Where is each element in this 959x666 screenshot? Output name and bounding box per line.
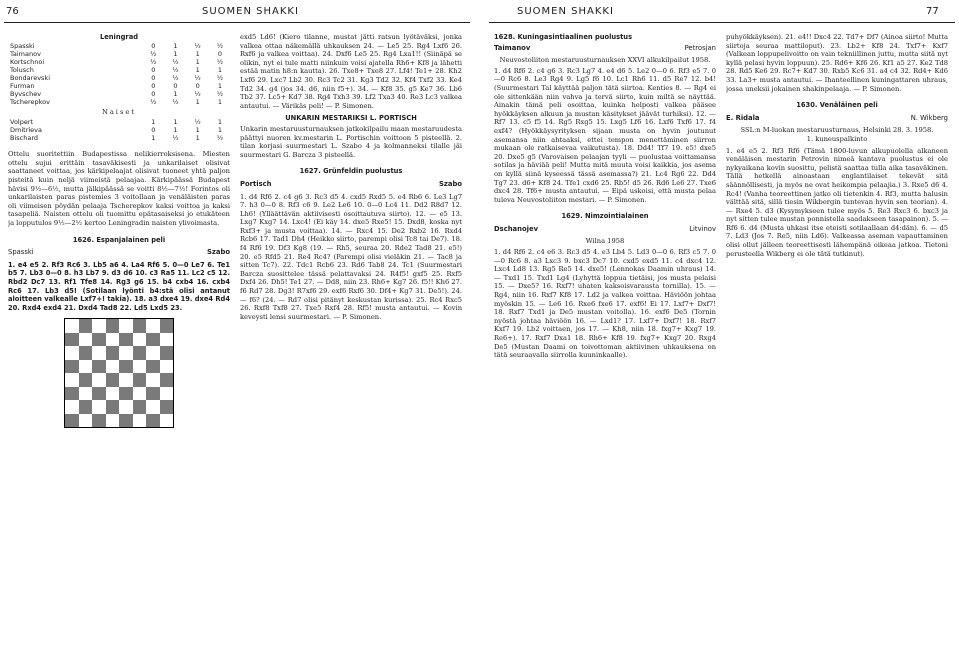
- game-1627-title: 1627. Grünfeldin puolustus: [299, 167, 403, 176]
- score-cell: 1: [195, 49, 200, 58]
- board-square: [106, 360, 120, 374]
- game-1627-players: [240, 180, 462, 189]
- player-name: Volpert: [10, 118, 34, 127]
- board-square: [160, 414, 174, 428]
- score-cell: 1: [217, 65, 222, 74]
- crosstable-row: [8, 50, 230, 58]
- board-square: [133, 346, 147, 360]
- game-1630-round: 1. kuneuspalkinto: [806, 134, 868, 143]
- player-name: Bischard: [10, 134, 39, 143]
- score-cell: 1: [217, 97, 222, 106]
- board-square: [146, 319, 160, 333]
- board-square: [92, 360, 106, 374]
- crosstable-row: [8, 98, 230, 106]
- white-player: Portisch: [240, 179, 272, 188]
- board-square: [92, 400, 106, 414]
- score-cell: 1: [195, 57, 200, 66]
- player-name: Kortschnoi: [10, 57, 45, 66]
- score-cell: ½: [216, 89, 224, 98]
- board-square: [65, 400, 79, 414]
- board-square: [106, 373, 120, 387]
- board-square: [92, 346, 106, 360]
- board-square: [146, 414, 160, 428]
- board-square: [146, 400, 160, 414]
- game-1628-players: [494, 44, 716, 53]
- board-square: [79, 373, 93, 387]
- crosstable-row: [8, 126, 230, 134]
- left-running-title: SUOMEN SHAKKI: [202, 6, 299, 17]
- score-cell: 0: [151, 89, 156, 98]
- game-1630-title: 1630. Venäläinen peli: [796, 101, 878, 110]
- score-cell: 0: [151, 73, 156, 82]
- board-square: [119, 346, 133, 360]
- portisch-heading: UNKARIN MESTARIKSI L. PORTISCH: [285, 114, 417, 123]
- board-square: [65, 414, 79, 428]
- score-cell: 1: [173, 49, 178, 58]
- score-cell: 1: [195, 65, 200, 74]
- score-cell: 0: [173, 81, 178, 90]
- score-cell: ½: [150, 97, 157, 106]
- board-square: [92, 414, 106, 428]
- board-square: [65, 333, 79, 347]
- score-cell: 0: [195, 81, 200, 90]
- game-1627-moves: 1. d4 Rf6 2. c4 g6 3. Rc3 d5 4. cxd5 Rxd5 5. e4 Rb6 6. Le3 Lg7 7. h3 0—0 8. Rf3 c6 9. Le2 Le6 10. 0—0 Lc4 11. Dd2 R8d7 12. Lh6! (Ylläättävän aktiivisesti osoittautuva siirto). 12. — e5 13. Lxg7 Kxg7 14. Lxc4! (Ei käy 14. dxe5 Rxe5! 15. Dxd8, koska nyt Rxf3+ ja musta voittaa). 14. — Rxc4 15. De2 Rxb2 16. Rxd4 Rcb6 17. Tad1 Dh4 (Heikko siirto, parempi olisi Tc8 tai De7). 18. f4 Rf6 19. Df3 Kg8 (19. — Rh5, seuraa 20. Rde2 Tad8 21. e5!) 20. e5 Rfd5 21. Re4 Rc4? (Parempi olisi vieläkin 21. — Tac8 ja sitten Tc7). 22. Tdc1 Rcb6 23. Rd6 Tab8 24. Tc1 (Suurmestari Barcza suosittelee tässä pelattavaksi 24. R4f5! gxf5 25. Rxf5 Dxf4 26. Dh5! Te1 27. — Dd8, niin 23. Rh6+ Kg7 26. f5!! Kh6 27. f6 Rd7 28. Dg3! R7xf6 29. exf6 Rxf6 30. Df4+ Kg7 31. De5!). 24. — f6? (24. — Rd7 olisi pitänyt keskustan kurissa). 25. Rc4 Rxc5 26. Rxf8 Txf8 27. Txe5 Rxf4 28. Rf5! musta antautui. — Kovin keveysti lensi suurmestari. — P. Simonen.: [240, 192, 462, 321]
- right-page-number: 77: [926, 6, 939, 17]
- crosstable-row: [8, 82, 230, 90]
- black-player: Petrosjan: [684, 43, 716, 52]
- black-player: Szabo: [439, 179, 462, 188]
- black-player: Litvinov: [689, 224, 716, 233]
- game-1626-moves: 1. e4 e5 2. Rf3 Rc6 3. Lb5 a6 4. La4 Rf6 5. 0—0 Le7 6. Te1 b5 7. Lb3 0—0 8. h3 Lb7 9. d3 d6 10. c3 Ra5 11. Lc2 c5 12. Rbd2 Dc7 13. Rf1 Tfe8 14. Rg3 g6 15. b4 cxb4 16. cxb4 Rc6 17. Lb3 d5! (Sotilaan lyönti b4:stä olisi antanut aloitteen valkealle Lxf7+! takia). 18. a3 dxe4 19. dxe4 Rd4 20. Rxd4 exd4 21. Dxd4 Tad8 22. Ld5 Lxd5 23.: [8, 260, 230, 312]
- board-square: [92, 387, 106, 401]
- board-square: [133, 400, 147, 414]
- score-cell: 0: [151, 81, 156, 90]
- score-cell: ½: [172, 73, 179, 82]
- board-square: [106, 319, 120, 333]
- score-cell: 1: [173, 89, 178, 98]
- game-1629-place: Wilna 1958: [585, 237, 625, 246]
- player-name: Taimanov: [10, 49, 41, 58]
- score-cell: 1: [195, 134, 200, 143]
- board-square: [160, 400, 174, 414]
- board-square: [160, 373, 174, 387]
- player-name: Bondarevski: [10, 73, 50, 82]
- board-square: [119, 319, 133, 333]
- player-name: Dmitrieva: [10, 126, 42, 135]
- crosstable-row: [8, 118, 230, 126]
- men-crosstable: [8, 42, 230, 106]
- score-cell: 1: [173, 41, 178, 50]
- score-cell: 0: [151, 126, 156, 135]
- game-1630-moves: 1. e4 e5 2. Rf3 Rf6 (Tämä 1800-luvun alkupuolella alkaneen venäläisen mestarin Petrovin nimeä kantava puolustus ei ole nykyaikana kovin suosittu, pelistä saattaa tulla aika tasaväkinen. Tällä hetkellä ainoastaan englantilaiset tekevät sitä säännöllisesti, ja myös ne ovat heikompia pelaajia.) 3. Rxe5 d6 4. Rc4! (Vanha teoreettinen jatko oli tietenkin 4. Rf3, mutta halusin välttää sitä, sillä tiesin Wikbergin tuntevan hyvin sen teorian). 4. — Rxe4 5. d3 (Kysymykseen tulee myös 5. Re3 Rxc3 6. bxc3 ja nyt sitten tulee mustan ponnistella saadakseen tasapainon). 5. — Rf6 6. d4 (Musta uhkasi itse eteisti sotilaallaan d4:dän). 6. — d5 7. Ld3 (Jos 7. Re5, niin Ld6). Valkeassa aseman vapauttaminen olisi ollut jälleen teoreettisesti lähempänä oikeaa jatkoa. Tietoni perusteella Wikberg ei ole tätä tutkinut).: [726, 146, 948, 258]
- crosstable-row: [8, 66, 230, 74]
- board-square: [160, 360, 174, 374]
- column-1: [8, 33, 230, 663]
- right-page-header: [489, 0, 959, 24]
- score-cell: ½: [194, 118, 201, 127]
- board-square: [65, 387, 79, 401]
- score-cell: ½: [194, 73, 201, 82]
- board-square: [79, 400, 93, 414]
- board-square: [146, 333, 160, 347]
- score-cell: 0: [151, 65, 156, 74]
- board-square: [119, 387, 133, 401]
- white-player: Dschanojev: [494, 224, 539, 233]
- board-square: [119, 373, 133, 387]
- board-square: [79, 346, 93, 360]
- game-1626-title: 1626. Espanjalainen peli: [72, 235, 166, 244]
- white-player: Spasski: [8, 248, 34, 257]
- column-2: [240, 33, 462, 663]
- score-cell: ½: [216, 41, 224, 50]
- board-square: [92, 319, 106, 333]
- player-name: Tscherepkov: [10, 97, 50, 106]
- board-square: [79, 414, 93, 428]
- board-square: [119, 333, 133, 347]
- game-1629-continuation: puhyökkäyksen). 21. e4!! Dxc4 22. Td7+ Df7 (Ainoa siirto! Mutta siirtoja seuraa mattiloput). 23. Lb2+ Kf8 24. Txf7+ Kxf7 (Valkean loppupelivoitto on vain tekniillinen juttu, mutta siitä nyt kyllä pelasi hyvin loppuun). 25. Rd6+ Kf6 26. Kf1 a5 27. Ke2 Td8 28. Rd5 Ke6 29. Rc7+ Kd7 30. Rxb5 Kc6 31. a4 c4 32. Rd4+ Kd6 33. La3+ musta antautui. — Ihanteellinen kuningattaren uhraus, jossa uneksii jokainen shakinpelaaja. — P. Simonen.: [726, 33, 948, 93]
- score-cell: ½: [150, 57, 157, 66]
- score-cell: ½: [216, 134, 224, 143]
- player-name: Tolusch: [10, 65, 34, 74]
- column-4: [726, 33, 948, 663]
- crosstable-row: [8, 90, 230, 98]
- left-page-header: [0, 0, 470, 24]
- board-square: [160, 333, 174, 347]
- score-cell: 1: [173, 126, 178, 135]
- board-square: [160, 346, 174, 360]
- score-cell: 1: [173, 118, 178, 127]
- right-running-title: SUOMEN SHAKKI: [517, 6, 614, 17]
- score-cell: 1: [151, 134, 156, 143]
- game-1628-moves: 1. d4 Rf6 2. c4 g6 3. Rc3 Lg7 4. e4 d6 5. Le2 0—0 6. Rf3 e5 7. 0—0 Rc6 8. Le3 Rg4 9. Lg5 f6 10. Lc1 Rh6 11. d5 Re7 12. b4! (Suurmestari Tal käyttää paljon tätä siirtoa. Kenties 8. — Rg4 ei ole sittenkään niin vahva ja tervä siirto, kuin miltä se näyttää. Ainakin tämä peli osoittaa, kuinka helposti valkea pääsee hyökkäyksen alkuun ja mustan käsitykset jäävät turhiksi). 12. — Rf7 13. c5 f5 14. Rg5 Rxg5 15. Lxg5 Lf6 16. Lxf6 Txf6 17. f4 exf4? (Hyökkäysyrityksen sijaan musta on hyvin joutunut asemansa niin ahtaaksi, ettei tempon menettäminen siirron mukaan ole ratkaisevaa vaikutusta). 18. Dd4! Tf7 19. e5! dxe5 20. Dxe5 g5 (Varovaisen pelaajan tyyli — puolustaa voittamansa sotilas ja häviää peli! Mutta mitä muuta voisi kaikkia, jos asema on kyllä siinä kyseessä tässä asemassa?) 21. Lc4 Rg6 22. Dd4 Tg7 23. d6+ Kf8 24. Tfe1 cxd6 25. Rb5! d5 26. Rd6 Le6 27. Txe6 dxc4 28. Tf6+ musta antautui. — Eipä uskoisi, että musta pelaa tuleva Neuvostoliiton mestari. — P. Simonen.: [494, 66, 716, 204]
- score-cell: ½: [172, 57, 179, 66]
- black-player: Szabo: [207, 248, 230, 257]
- crosstable-row: [8, 74, 230, 82]
- board-square: [133, 387, 147, 401]
- score-cell: 1: [151, 118, 156, 127]
- white-player: E. Ridala: [726, 113, 760, 122]
- board-square: [65, 373, 79, 387]
- board-square: [160, 319, 174, 333]
- board-square: [106, 414, 120, 428]
- score-cell: 1: [195, 97, 200, 106]
- board-square: [65, 346, 79, 360]
- game-1626-annotation: exd5 Ld6! (Kiero tilanne, mustat jätti ratsun lyötäväksi, jonka valkea ottaa näkemällä uhkauksen 24. — Le5 25. Rg4 Lxf6 26. Rxf6 ja valkea voittaa). 24. Dxf6 Le5 25. Rg4 Lxa1!! (Siinäpä se olikin, nyt ei tule matti niinkuin voisi ajatella Rh6+ Kf8 ja lähetti estää matin h8:n kautta). 26. Txe8+ Txe8 27. Lf4! Te1+ 28. Kh2 Lxf6 29. Lxc7 Lb2 30. Rc3 Tc2 31. Kg3 Td2 32. Kf4 Txf2 33. Ke4 Td2 34. g4 (jos 34. d6, niin f5+). 34. — Kf8 35. g5 Ke7 36. Lb6 Tb2 37. Lc5+ Kd7 38. Rg4 Txh3 39. Lf2 Txa3 40. Re3 Lc3 valkea antautui. — Värikäs peli! — P. Simonen.: [240, 33, 462, 110]
- left-header-rule: [4, 22, 470, 23]
- game-1630-place: SSL:n M-luokan mestaruusturnaus, Helsinki 28. 3. 1958.: [740, 126, 934, 135]
- score-cell: 1: [217, 118, 222, 127]
- left-page-number: 76: [6, 6, 19, 17]
- article-paragraph: Ottelu suoritettiin Budapestissa nelikierroksisena. Miesten ottelu sujui erittäin tasaväkisesti ja unkarilaiset olisivat saattaneet voittaa, jos kärkipelaajat olisivat tuoneet yhtä paljon pisteitä kuin neljä viimeistä pelaajaa. Kärkipäässä Budapest hävisi 9½—6½, mutta jälkipäässä se voitti 8½—7½! Forintos oli unkarilaisten paras pistemies 3 voitollaan ja venäläisten paras oli viimeisen pöydän pelaaja Tscherepkov kaksi voittoa ja kaksi tasapeliä. Naisten ottelu oli tuomittu epätasaiseksi jo etukäteen ja lopputulos 9½—2½ kertoo Leningradin naisten ylivoimasta.: [8, 150, 230, 227]
- board-square: [79, 360, 93, 374]
- white-player: Taimanov: [494, 43, 531, 52]
- women-crosstable: [8, 118, 230, 142]
- board-square: [106, 333, 120, 347]
- player-name: Spasski: [10, 41, 35, 50]
- score-cell: 0: [151, 41, 156, 50]
- score-cell: 0: [217, 49, 222, 58]
- score-cell: ½: [150, 49, 157, 58]
- player-name: Byvschev: [10, 89, 42, 98]
- board-square: [79, 319, 93, 333]
- board-square: [79, 333, 93, 347]
- crosstable-row: [8, 134, 230, 142]
- player-name: Furman: [10, 81, 35, 90]
- board-square: [146, 387, 160, 401]
- board-square: [146, 360, 160, 374]
- board-square: [79, 387, 93, 401]
- score-cell: ½: [194, 41, 201, 50]
- crosstable-row: [8, 58, 230, 66]
- board-square: [119, 414, 133, 428]
- score-cell: ½: [172, 65, 179, 74]
- board-square: [146, 373, 160, 387]
- score-cell: 1: [217, 126, 222, 135]
- women-label: Naiset: [101, 107, 137, 116]
- game-1628-title: 1628. Kuningasintiaalinen puolustus: [494, 33, 633, 41]
- game-1628-subtitle: Neuvostoliiton mestaruusturnauksen XXVI alkukilpailut 1958.: [499, 56, 711, 65]
- board-square: [133, 360, 147, 374]
- black-player: N. Wikberg: [910, 113, 948, 122]
- score-cell: ½: [172, 134, 179, 143]
- board-square: [92, 373, 106, 387]
- tournament-title: Leningrad: [100, 33, 138, 41]
- chess-diagram: [64, 318, 174, 428]
- board-square: [92, 333, 106, 347]
- score-cell: ½: [172, 97, 179, 106]
- board-square: [106, 346, 120, 360]
- crosstable-row: [8, 42, 230, 50]
- column-3: [494, 33, 716, 663]
- board-square: [65, 360, 79, 374]
- game-1629-moves: 1. d4 Rf6 2. c4 e6 3. Rc3 d5 4. e3 Lb4 5. Ld3 0—0 6. Rf3 c5 7. 0—0 Rc6 8. a3 Lxc3 9. bxc3 Dc7 10. cxd5 exd5 11. c4 dxc4 12. Lxc4 Ld8 13. Rg5 Re5 14. dxe5! (Lennokas Daamin uhraus) 14. — Txd1 15. Txd1 Lg4 (Lyhyttä loppua tietäisi, jos musta pelaisi 15. — Dxe5? 16. Rxf7! uhaten kaksoisvarausta tornilla). 15. — Rg4, niin 16. Rxf7 Kf8 17. Ld2 ja valkea voittaa. Häviöön johtaa myöskin 15. — Le6 16. Rxe6 fxe6 17. exf6! Ei 17. Lxf7+ Dxf7! 18. Rxf7 Txd1 ja De5 mustan voitolla). 16. exf6 De5 (Tornin nyöstä johtaa häviöön 16. — Lxd1? 17. Lxf7+ Dxf7! 18. Rxf7 Kxf7 19. Lb2 voittaen, jos 17. — Kh8, niin 18. fxg7+ Kxg7 19. Re6+). 17. Rxf7 Dxa1 18. Rh6+ Kf8 19. fxg7+ Kxg7 20. Rxg4 De5 (Mustan Daami on toivottoman aktiivinen uhkauksena on tätä seuraavalla siirrolla kuuninkaalle).: [494, 248, 716, 360]
- board-square: [133, 373, 147, 387]
- game-1630-players: [726, 114, 948, 123]
- board-square: [133, 414, 147, 428]
- score-cell: ½: [194, 89, 201, 98]
- right-header-rule: [489, 22, 955, 23]
- portisch-paragraph: Unkarin mestaruusturnauksen jatkokilpailu maan mestaruudesta päättyi nuoren kv.mestarin L. Portischin voittoon 5 pisteellä. 2. tilan korjasi suurmestari L. Szabo 4 ja kolmanneksi tilalle jäi suurmestari G. Barcza 3 pisteellä.: [240, 124, 462, 159]
- board-square: [146, 346, 160, 360]
- score-cell: ½: [216, 73, 224, 82]
- score-cell: 1: [195, 126, 200, 135]
- board-square: [106, 387, 120, 401]
- score-cell: ½: [216, 57, 224, 66]
- board-square: [133, 333, 147, 347]
- board-square: [119, 360, 133, 374]
- game-1626-players: [8, 248, 230, 257]
- board-square: [160, 387, 174, 401]
- game-1629-players: [494, 225, 716, 234]
- board-square: [106, 400, 120, 414]
- board-square: [65, 319, 79, 333]
- game-1629-title: 1629. Nimzointialainen: [561, 212, 649, 221]
- score-cell: 1: [217, 81, 222, 90]
- board-square: [133, 319, 147, 333]
- board-square: [119, 400, 133, 414]
